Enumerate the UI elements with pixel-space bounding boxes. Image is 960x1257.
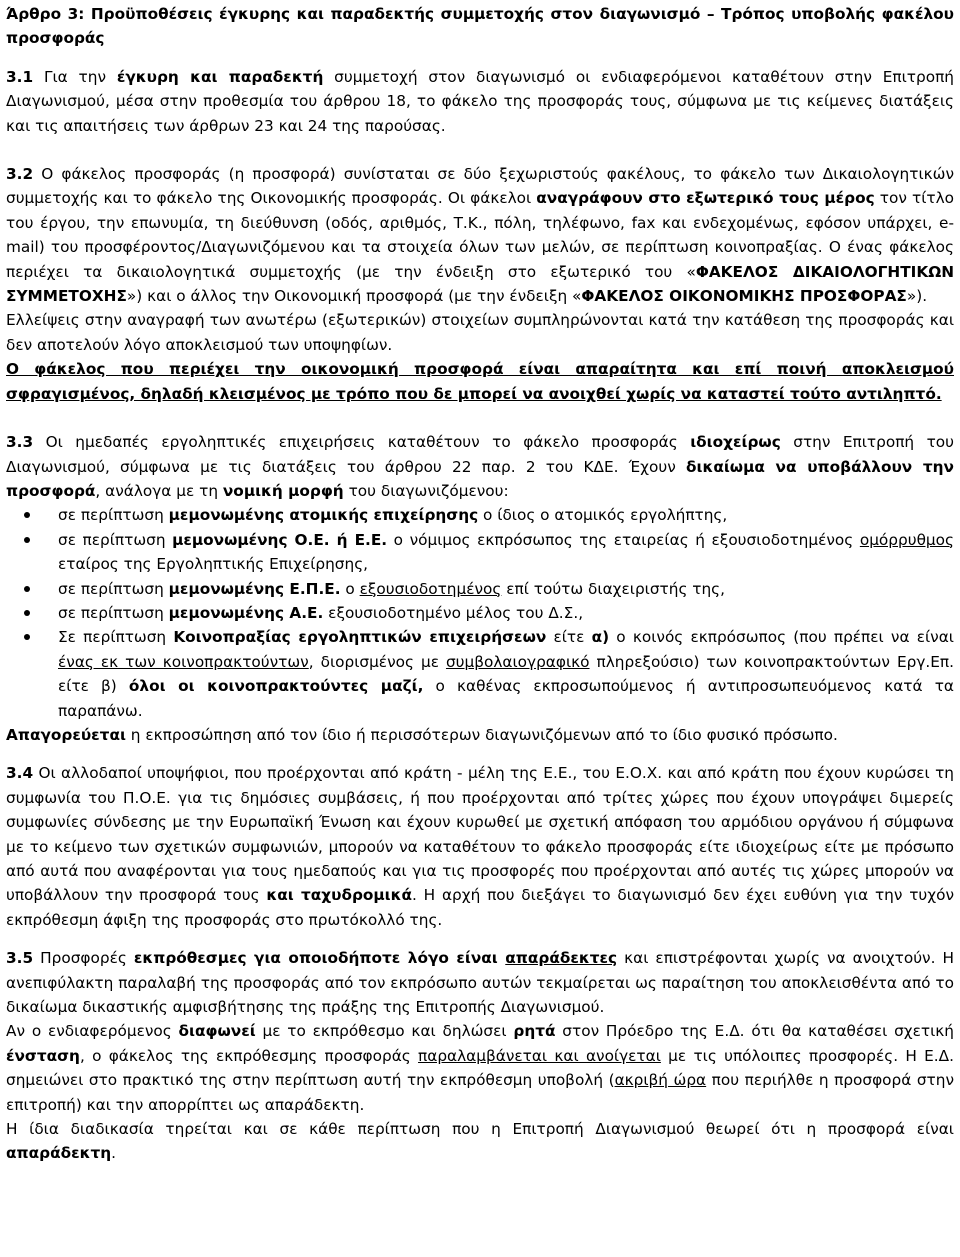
section-number: 3.5 <box>6 949 34 968</box>
article-title: Άρθρο 3: Προϋποθέσεις έγκυρης και παραδεκτής συμμετοχής στον διαγωνισμό – Τρόπος υποβολής φακέλου προσφοράς <box>6 5 954 48</box>
section-3-5-same-procedure: Η ίδια διαδικασία τηρείται και σε κάθε περίπτωση που η Επιτροπή Διαγωνισμού θεωρεί ότι η προσφορά είναι απαράδεκτη. <box>6 1120 954 1163</box>
section-3-3: 3.3 Οι ημεδαπές εργοληπτικές επιχειρήσεις καταθέτουν το φάκελο προσφοράς ιδιοχείρως στην Επιτροπή του Διαγωνισμού, σύμφωνα με τις διατάξεις του άρθρου 22 παρ. 2 του ΚΔΕ. Έχουν δικαίωμα να υποβάλλουν την προσφορά, ανάλογα με τη νομική μορφή του διαγωνιζόμενου: <box>6 433 954 500</box>
section-3-5-objection: Αν ο ενδιαφερόμενος διαφωνεί με το εκπρόθεσμο και δηλώσει ρητά στον Πρόεδρο της Ε.Δ. ότι θα καταθέσει σχετική ένσταση, ο φάκελος της εκπρόθεσμης προσφοράς παραλαμβάνεται και ανοίγεται με τις υπόλοιπες προσφορές. Η Ε.Δ. σημειώνει στο πρακτικό της στην περίπτωση αυτή την εκπρόθεσμη υποβολή (ακριβή ώρα που περιήλθε η προσφορά στην επιτροπή) και την απορρίπτει ως απαράδεκτη. <box>6 1022 954 1114</box>
emphasis: νομική μορφή <box>222 481 344 500</box>
section-3-4: 3.4 Οι αλλοδαποί υποψήφιοι, που προέρχονται από κράτη - μέλη της Ε.Ε., του Ε.Ο.Χ. και από κράτη που έχουν κυρώσει τη συμφωνία του Π.Ο.Ε. για τις δημόσιες συμβάσεις, ή που προέρχονται από τρίτες χώρες που έχουν υπογράψει διμερείς συμφωνίες σύνδεσης με την Ευρωπαϊκή Ένωση και έχουν κυρωθεί με σχετική απόφαση του αρμόδιου οργάνου ή σύμφωνα με το κείμενο των σχετικών συμφωνιών, μπορούν να καταθέτουν το φάκελο προσφοράς είτε ιδιοχείρως είτε με πρόσωπο από αυτά που αναφέρονται για τους ημεδαπούς και για τις προσφορές που προέρχονται από αυτές τις χώρες μπορούν να υποβάλλουν την προσφορά τους και ταχυδρομικά. Η αρχή που διεξάγει το διαγωνισμό δεν έχει ευθύνη για την τυχόν εκπρόθεσμη άφιξη της προσφοράς στο πρωτόκολλό της. <box>6 764 955 929</box>
emphasis: ιδιοχείρως <box>690 433 781 452</box>
emphasis: εκπρόθεσμες για οποιοδήποτε λόγο είναι <box>133 949 506 968</box>
section-number: 3.3 <box>6 433 34 452</box>
section-number: 3.1 <box>6 67 34 86</box>
list-item: σε περίπτωση μεμονωμένης ατομικής επιχείρησης ο ίδιος ο ατομικός εργολήπτης, <box>6 503 954 527</box>
emphasis: αναγράφουν στο εξωτερικό τους μέρος <box>536 189 875 208</box>
section-3-1: 3.1 Για την έγκυρη και παραδεκτή συμμετοχή στον διαγωνισμό οι ενδιαφερόμενοι καταθέτουν στην Επιτροπή Διαγωνισμού, μέσα στην προθεσμία του άρθρου 18, το φάκελο της προσφοράς τους, σύμφωνα με τις κείμενες διατάξεις και τις απαιτήσεις των άρθρων 23 και 24 της παρούσας. <box>6 67 954 135</box>
section-number: 3.2 <box>6 165 34 184</box>
section-3-2-omissions: Ελλείψεις στην αναγραφή των ανωτέρω (εξωτερικών) στοιχείων συμπληρώνονται κατά την κατάθεση της προσφοράς και δεν αποτελούν λόγο αποκλεισμού των υποψηφίων. <box>6 311 954 354</box>
envelope-label-participation: ΦΑΚΕΛΟΣ ΔΙΚΑΙΟΛΟΓΗΤΙΚΩΝ ΣΥΜΜΕΤΟΧΗΣ <box>6 262 955 306</box>
section-number: 3.4 <box>6 764 34 783</box>
section-3-5: 3.5 Προσφορές εκπρόθεσμες για οποιοδήποτε λόγο είναι απαράδεκτες και επιστρέφονται χωρίς να ανοιχτούν. Η ανεπιφύλακτη παραλαβή της προσφοράς από τον εκπρόσωπο αυτών τεκμαίρεται ως παραίτηση του αποκλεισθέντα από το δικαίωμα δικαστικής αμφισβήτησης της πράξης της Επιτροπής Διαγωνισμού. <box>6 949 954 1017</box>
list-item: σε περίπτωση μεμονωμένης Ο.Ε. ή Ε.Ε. ο νόμιμος εκπρόσωπος της εταιρείας ή εξουσιοδοτημένος ομόρρυθμος εταίρος της Εργοληπτικής Επιχείρησης, <box>6 528 954 577</box>
representation-list <box>6 503 954 723</box>
section-3-2-sealed-note: Ο φάκελος που περιέχει την οικονομική προσφορά είναι απαραίτητα και επί ποινή αποκλεισμού σφραγισμένος, δηλαδή κλεισμένος με τρόπο που δε μπορεί να ανοιχθεί χωρίς να καταστεί τούτο αντιληπτό. <box>6 360 954 403</box>
emphasis: δικαίωμα να υποβάλλουν την προσφορά <box>6 457 954 500</box>
list-item: σε περίπτωση μεμονωμένης Α.Ε. εξουσιοδοτημένο μέλος του Δ.Σ., <box>6 601 954 625</box>
envelope-label-financial: ΦΑΚΕΛΟΣ ΟΙΚΟΝΟΜΙΚΗΣ ΠΡΟΣΦΟΡΑΣ <box>581 287 907 306</box>
section-3-2: 3.2 Ο φάκελος προσφοράς (η προσφορά) συνίσταται σε δύο ξεχωριστούς φακέλους, το φάκελο των Δικαιολογητικών συμμετοχής και το φάκελο της Οικονομικής προσφοράς. Οι φάκελοι αναγράφουν στο εξωτερικό τους μέρος τον τίτλο του έργου, την επωνυμία, τη διεύθυνση (οδός, αριθμός, Τ.Κ., πόλη, τηλέφωνο, fax και ενδεχομένως, εφόσον υπάρχει, e-mail) του προσφέροντος/Διαγωνιζόμενου και τα στοιχεία όλων των μελών, σε περίπτωση κοινοπραξίας. Ο ένας φάκελος περιέχει τα δικαιολογητικά συμμετοχής (με την ένδειξη στο εξωτερικό του «ΦΑΚΕΛΟΣ ΔΙΚΑΙΟΛΟΓΗΤΙΚΩΝ ΣΥΜΜΕΤΟΧΗΣ») και ο άλλος την Οικονομική προσφορά (με την ένδειξη «ΦΑΚΕΛΟΣ ΟΙΚΟΝΟΜΙΚΗΣ ΠΡΟΣΦΟΡΑΣ»). <box>6 165 955 306</box>
emphasis-underlined: απαράδεκτες <box>505 949 618 968</box>
emphasis: και ταχυδρομικά <box>266 886 413 905</box>
list-item: Σε περίπτωση Κοινοπραξίας εργοληπτικών επιχειρήσεων είτε α) ο κοινός εκπρόσωπος (που πρέπει να είναι ένας εκ των κοινοπρακτούντων, διορισμένος με συμβολαιογραφικό πληρεξούσιο) των κοινοπρακτούντων Εργ.Επ. είτε β) όλοι οι κοινοπρακτούντες μαζί, ο καθένας εκπροσωπούμενος ή αντιπροσωπευόμενος κατά τα παραπάνω. <box>6 625 954 723</box>
section-3-3-prohibition: Απαγορεύεται η εκπροσώπηση από τον ίδιο ή περισσότερων διαγωνιζόμενων από το ίδιο φυσικό πρόσωπο. <box>6 725 838 744</box>
list-item: σε περίπτωση μεμονωμένης Ε.Π.Ε. ο εξουσιοδοτημένος επί τούτω διαχειριστής της, <box>6 577 954 601</box>
emphasis: έγκυρη και παραδεκτή <box>116 67 324 86</box>
